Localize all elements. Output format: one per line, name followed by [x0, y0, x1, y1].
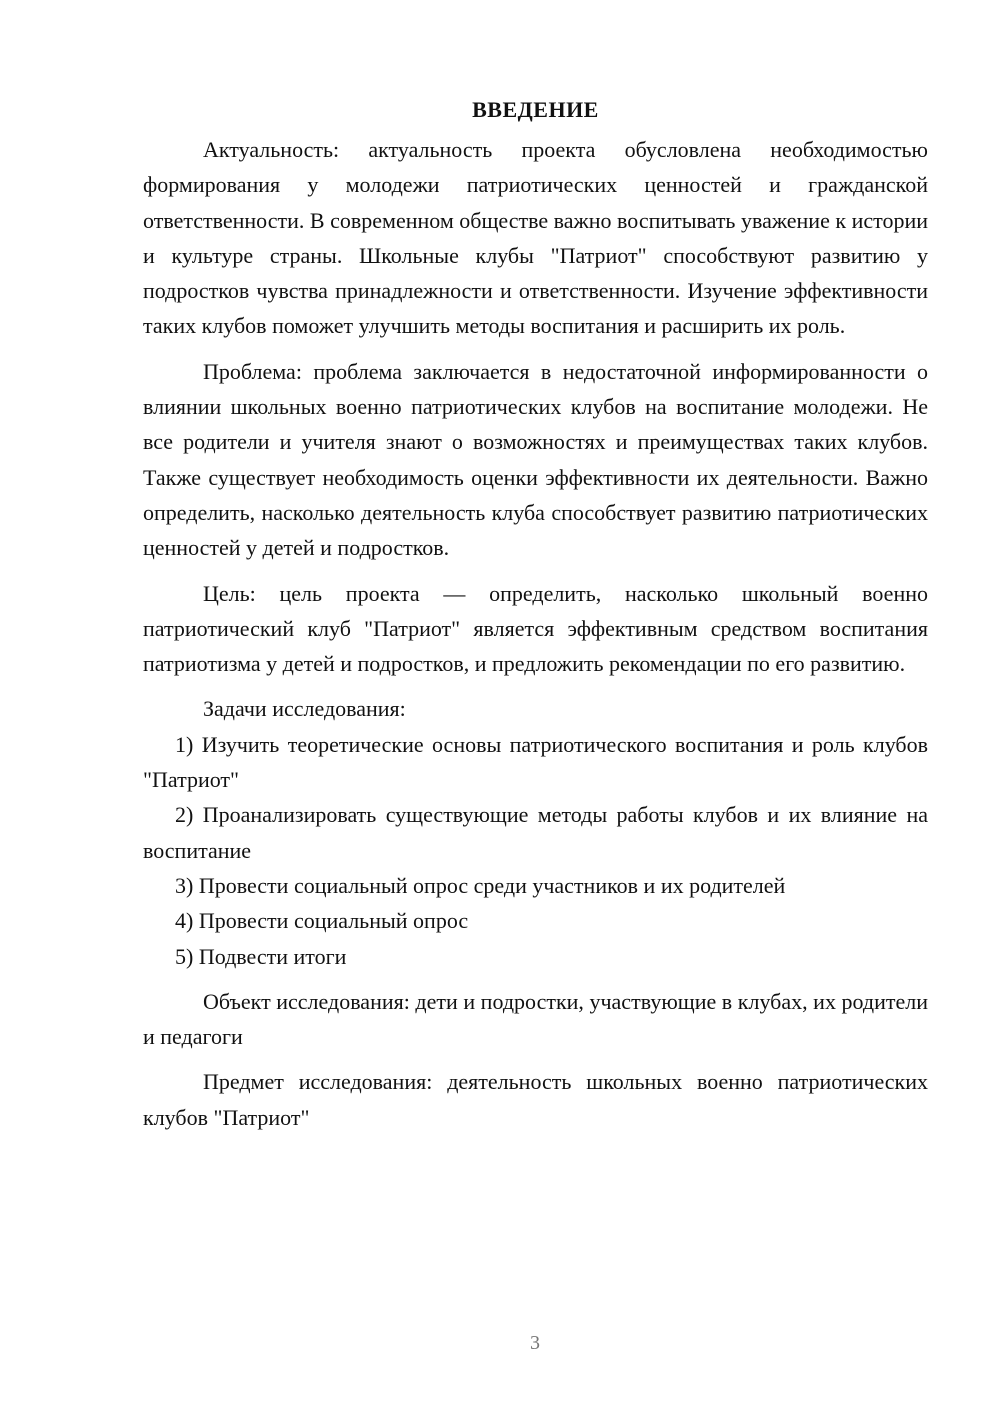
task-item-4: 4) Провести социальный опрос	[175, 908, 469, 934]
task-item-5: 5) Подвести итоги	[175, 943, 347, 969]
paragraph-goal: Цель: цель проекта — определить, насколько школьный военно патриотический клуб "Патриот" является эффективным средством воспитания патриотизма у детей и подростков, и предложить рекомендации по его развитию.	[143, 580, 928, 677]
task-item-1: 1) Изучить теоретические основы патриотического воспитания и роль клубов "Патриот"	[143, 731, 928, 793]
page-content	[143, 92, 928, 1135]
task-item-2: 2) Проанализировать существующие методы работы клубов и их влияние на воспитание	[143, 802, 928, 863]
page-number: 3	[530, 1332, 540, 1354]
tasks-heading: Задачи исследования:	[203, 696, 406, 722]
paragraph-relevance: Актуальность: актуальность проекта обусловлена необходимостью формирования у молодежи патриотических ценностей и гражданской ответственности. В современном обществе важно воспитывать уважение к истории и культуре страны. Школьные клубы "Патриот" способствуют развитию у подростков чувства принадлежности и ответственности. Изучение эффективности таких клубов поможет улучшить методы воспитания и расширить их роль.	[143, 137, 928, 339]
section-title: ВВЕДЕНИЕ	[472, 97, 599, 122]
paragraph-problem: Проблема: проблема заключается в недостаточной информированности о влиянии школьных военно патриотических клубов на воспитание молодежи. Не все родители и учителя знают о возможностях и преимуществах таких клубов. Также существует необходимость оценки эффективности их деятельности. Важно определить, насколько деятельность клуба способствует развитию патриотических ценностей у детей и подростков.	[143, 358, 928, 561]
paragraph-object: Объект исследования: дети и подростки, участвующие в клубах, их родители и педагоги	[143, 988, 928, 1050]
paragraph-subject: Предмет исследования: деятельность школьных военно патриотических клубов "Патриот"	[143, 1069, 928, 1130]
task-item-3: 3) Провести социальный опрос среди участников и их родителей	[175, 872, 786, 898]
